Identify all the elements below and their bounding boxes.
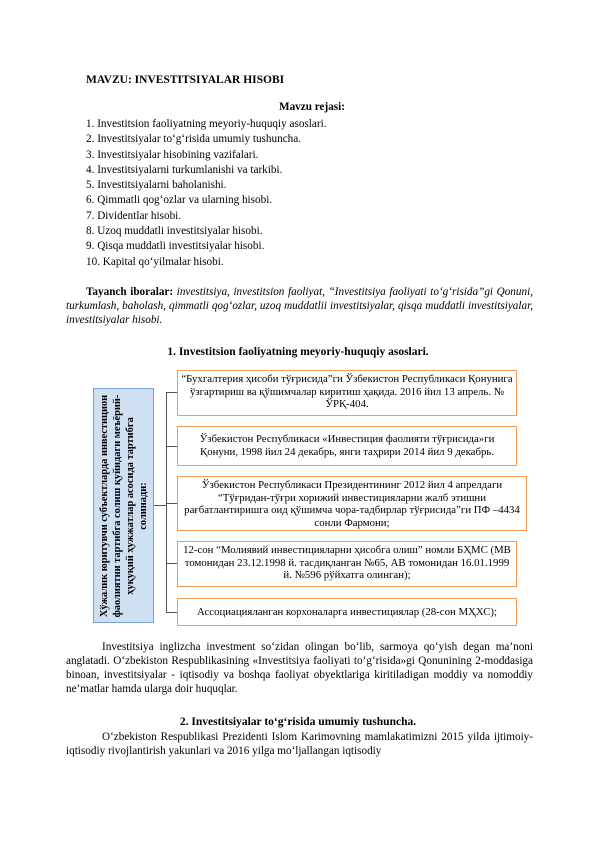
section2-paragraph-text: O‘zbekiston Respublikasi Prezidenti Islom Karimovning mamlakatimizni 2015 yilda ijtimoiy-iqtisodiy rivojlantirish yakunlari va 2016 yilga mo‘ljallangan iqtisodiy — [66, 731, 533, 757]
section1-paragraph — [66, 640, 533, 696]
diagram-vertical-box — [93, 388, 154, 623]
keywords-paragraph — [66, 285, 533, 327]
connector-line — [166, 563, 177, 564]
section2-paragraph — [66, 730, 533, 758]
keywords-text: investitsiya, investitsion faoliyat, “Investitsiya faoliyati to‘g‘risida”gi Qonuni, turkumlash, baholash, qimmatli qog‘ozlar, uzoq muddatlii investitsiyalar, qisqa muddatli investitsiyalar, investitsiyalar hisobi. — [66, 286, 533, 326]
plan-item: 6. Qimmatli qog‘ozlar va ularning hisobi. — [86, 194, 273, 207]
plan-item: 2. Investitsiyalar to‘g‘risida umumiy tushuncha. — [86, 133, 302, 146]
plan-item: 7. Dividentlar hisobi. — [86, 209, 182, 222]
connector-line — [166, 392, 177, 393]
keywords-label: Tayanch iboralar: — [86, 286, 174, 298]
diagram-box: “Бухгалтерия ҳисоби тўғрисида”ги Ўзбекистон Республикаси Қонунига ўзгартириш ва қўшимчалар киритиш ҳақида. 2016 йил 13 апрель. № ЎРҚ-404. — [177, 370, 517, 416]
plan-item: 8. Uzoq muddatli investitsiyalar hisobi. — [86, 225, 263, 238]
connector-line — [166, 503, 177, 504]
section1-heading: 1. Investitsion faoliyatning meyoriy-huquqiy asoslari. — [167, 346, 429, 358]
plan-item: 3. Investitsiyalar hisobining vazifalari. — [86, 148, 259, 161]
section1-paragraph-text: Investitsiya inglizcha investment so‘zidan olingan bo‘lib, sarmoya qo‘yish degan ma’noni anglatadi. O‘zbekiston Respublikasining «Investitsiya faoliyati to‘g‘risida»gi Qonunining 2-moddasiga binoan, investitsiyalar - iqtisodiy va boshqa faoliyat obyektlariga kiritiladigan moddiy va nomoddiy ne’matlar hamda ularga doir huquqlar. — [66, 641, 533, 695]
connector-line — [154, 505, 166, 506]
diagram-vertical-text: Хўжалик юритувчи субъектларда инвестицион фаолиятни тартибга солиш қуйидаги меъёрий-ҳуқуқий ҳужжатлар асосида тартибга солинади: — [98, 394, 149, 617]
plan-list — [86, 117, 327, 270]
plan-item: 10. Kapital qo‘yilmalar hisobi. — [86, 255, 224, 268]
diagram-box: Ўзбекистон Республикаси «Инвестиция фаолияти тўғрисида»ги Қонуни, 1998 йил 24 декабрь, янги таҳрири 2014 йил 9 декабрь. — [177, 426, 517, 466]
plan-item: 1. Investitsion faoliyatning meyoriy-huquqiy asoslari. — [86, 118, 327, 130]
plan-item: 9. Qisqa muddatli investitsiyalar hisobi. — [86, 240, 265, 253]
diagram-box: Ўзбекистон Республикаси Президентининг 2012 йил 4 апрелдаги “Тўғридан-тўғри хорижий инвестицияларни жалб этишни рағбатлантиришга оид қўшимча чора-тадбирлар тўғрисида”ги ПФ –4434 сонли Фармони; — [177, 476, 527, 531]
connector-line — [166, 446, 177, 447]
connector-line — [166, 612, 177, 613]
diagram-box: 12-сон “Молиявий инвестицияларни ҳисобга олиш” номли БҲМС (МВ томонидан 23.12.1998 й. тасдиқланган №65, АВ томонидан 16.01.1999 й. №596 рўйхатга олинган); — [177, 541, 517, 587]
plan-heading: Mavzu rejasi: — [279, 101, 345, 113]
plan-item: 5. Investitsiyalarni baholanishi. — [86, 179, 227, 192]
plan-item: 4. Investitsiyalarni turkumlanishi va tarkibi. — [86, 163, 283, 176]
section2-heading: 2. Investitsiyalar to‘g‘risida umumiy tushuncha. — [179, 716, 417, 728]
diagram-box: Ассоциацияланган корхоналарга инвестициялар (28-сон МҲХС); — [177, 598, 517, 626]
page-title: MAVZU: INVESTITSIYALAR HISOBI — [86, 74, 285, 86]
